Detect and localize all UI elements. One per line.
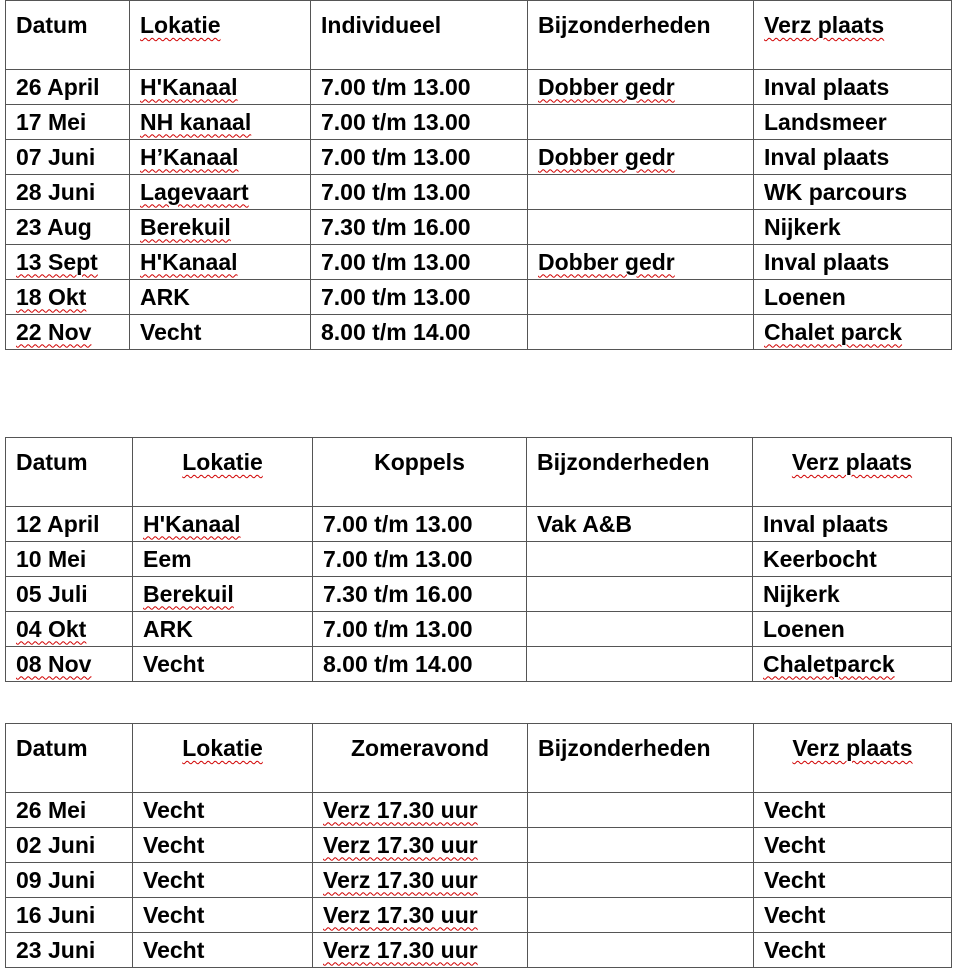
table-cell-text: Verz 17.30 uur: [323, 796, 478, 823]
table-cell-text: Loenen: [764, 283, 846, 310]
table-cell: [528, 175, 754, 210]
table-cell: [313, 507, 527, 542]
column-header: [311, 1, 528, 70]
column-header: [133, 438, 313, 507]
table-cell: [133, 647, 313, 682]
table-cell-text: Nijkerk: [764, 213, 841, 240]
table-cell-text: 07 Juni: [16, 143, 96, 170]
table-cell: [133, 828, 313, 863]
table-cell: [311, 210, 528, 245]
column-header: [130, 1, 311, 70]
table-cell: [311, 105, 528, 140]
table-cell: [754, 863, 952, 898]
column-header-text: Lokatie: [140, 12, 221, 38]
table-cell: [754, 280, 952, 315]
table-cell: [130, 315, 311, 350]
table-cell: [6, 70, 130, 105]
column-header: [754, 724, 952, 793]
table-cell: [311, 280, 528, 315]
table-cell: [6, 105, 130, 140]
table-cell-text: Dobber gedr: [538, 248, 675, 275]
table-cell: [754, 175, 952, 210]
table-cell-text: Verz 17.30 uur: [323, 831, 478, 858]
table-cell-text: H’Kanaal: [140, 143, 239, 170]
table-cell-text: Loenen: [763, 615, 845, 642]
table-cell: [6, 828, 133, 863]
table-row: [6, 863, 952, 898]
table-cell: [130, 280, 311, 315]
table-cell: [313, 542, 527, 577]
table-row: [6, 315, 952, 350]
table-cell-text: 10 Mei: [16, 545, 87, 572]
column-header-text: Koppels: [374, 449, 465, 475]
table-cell: [753, 647, 952, 682]
table-cell-text: Chaletparck: [763, 650, 895, 677]
table-cell: [130, 140, 311, 175]
header-row: [6, 724, 952, 793]
table-cell-text: 7.30 t/m 16.00: [323, 580, 473, 607]
table-cell: [754, 140, 952, 175]
table-cell: [133, 507, 313, 542]
column-header-text: Bijzonderheden: [537, 449, 710, 475]
table-cell: [528, 315, 754, 350]
table-cell: [528, 70, 754, 105]
table-cell-text: 28 Juni: [16, 178, 96, 205]
table-cell: [313, 577, 527, 612]
table-cell: [527, 647, 753, 682]
table-cell: [133, 577, 313, 612]
table-cell: [527, 612, 753, 647]
table-cell-text: 8.00 t/m 14.00: [321, 318, 471, 345]
table-cell-text: H'Kanaal: [140, 248, 238, 275]
table-cell: [130, 210, 311, 245]
column-header: [313, 438, 527, 507]
table-cell-text: Vecht: [143, 796, 205, 823]
table-cell-text: Vak A&B: [537, 510, 633, 537]
column-header-text: Verz plaats: [764, 12, 885, 38]
table-cell-text: Vecht: [140, 318, 202, 345]
column-header-text: Individueel: [321, 12, 442, 38]
table-cell: [528, 280, 754, 315]
column-header-text: Zomeravond: [350, 735, 490, 761]
table-row: [6, 577, 952, 612]
table-row: [6, 542, 952, 577]
table-cell: [130, 245, 311, 280]
table-cell-text: 17 Mei: [16, 108, 87, 135]
column-header: [133, 724, 313, 793]
column-header: [753, 438, 952, 507]
table-cell-text: 7.00 t/m 13.00: [323, 615, 473, 642]
table-cell: [133, 898, 313, 933]
table-cell-text: 12 April: [16, 510, 100, 537]
table-row: [6, 898, 952, 933]
column-header: [754, 1, 952, 70]
table-cell: [753, 577, 952, 612]
table-cell: [528, 863, 754, 898]
table-cell-text: 18 Okt: [16, 283, 87, 310]
table-cell: [753, 507, 952, 542]
column-header-text: Datum: [16, 12, 88, 38]
table-cell-text: 26 April: [16, 73, 100, 100]
table-cell: [6, 507, 133, 542]
table-cell-text: Landsmeer: [764, 108, 887, 135]
table-cell: [130, 70, 311, 105]
table-cell-text: 05 Juli: [16, 580, 88, 607]
table-cell: [754, 315, 952, 350]
table-cell-text: Dobber gedr: [538, 73, 675, 100]
table-cell: [528, 210, 754, 245]
table-cell: [527, 577, 753, 612]
table-cell: [133, 542, 313, 577]
table-cell: [6, 280, 130, 315]
table-cell: [311, 70, 528, 105]
table-cell-text: 23 Juni: [16, 936, 96, 963]
table-cell-text: Vecht: [764, 936, 826, 963]
column-header: [6, 1, 130, 70]
table-cell-text: Vecht: [143, 650, 205, 677]
table-cell: [6, 933, 133, 968]
table-cell: [311, 245, 528, 280]
column-header-text: Bijzonderheden: [538, 735, 711, 761]
table-cell: [753, 542, 952, 577]
table-row: [6, 70, 952, 105]
table-row: [6, 647, 952, 682]
column-header-text: Bijzonderheden: [538, 12, 711, 38]
table-cell: [527, 507, 753, 542]
table-cell-text: Lagevaart: [140, 178, 249, 205]
table-row: [6, 280, 952, 315]
table-cell-text: H'Kanaal: [140, 73, 238, 100]
table-cell: [754, 793, 952, 828]
table-cell-text: Keerbocht: [763, 545, 877, 572]
table-body: [6, 438, 952, 682]
header-row: [6, 438, 952, 507]
table-cell: [133, 863, 313, 898]
table-cell: [6, 542, 133, 577]
table-cell-text: Vecht: [764, 831, 826, 858]
table-cell-text: Vecht: [143, 901, 205, 928]
table-cell: [528, 828, 754, 863]
table-cell: [527, 542, 753, 577]
table-cell: [528, 105, 754, 140]
column-header-text: Verz plaats: [792, 735, 913, 761]
table-cell: [313, 828, 528, 863]
table-cell-text: 7.00 t/m 13.00: [323, 545, 473, 572]
table-row: [6, 612, 952, 647]
table-cell-text: 7.00 t/m 13.00: [321, 283, 471, 310]
column-header-text: Datum: [16, 449, 88, 475]
table-row: [6, 140, 952, 175]
table-cell-text: 8.00 t/m 14.00: [323, 650, 473, 677]
table-cell: [754, 105, 952, 140]
table-cell: [6, 863, 133, 898]
table-cell: [6, 898, 133, 933]
table-cell: [133, 933, 313, 968]
table-cell: [6, 577, 133, 612]
table-cell: [754, 70, 952, 105]
table-cell-text: 7.30 t/m 16.00: [321, 213, 471, 240]
column-header: [313, 724, 528, 793]
table-cell: [754, 210, 952, 245]
table-cell-text: 7.00 t/m 13.00: [323, 510, 473, 537]
table-cell-text: 08 Nov: [16, 650, 92, 677]
table-cell-text: Chalet parck: [764, 318, 903, 345]
table-cell-text: ARK: [140, 283, 190, 310]
table-cell-text: Inval plaats: [763, 510, 889, 537]
table-cell-text: 23 Aug: [16, 213, 92, 240]
table-cell-text: Berekuil: [140, 213, 231, 240]
column-header-text: Lokatie: [182, 735, 263, 761]
table-cell: [6, 315, 130, 350]
table-cell-text: Eem: [143, 545, 192, 572]
table-cell: [311, 315, 528, 350]
table-cell-text: H'Kanaal: [143, 510, 241, 537]
column-header: [6, 438, 133, 507]
table-cell: [6, 140, 130, 175]
table-cell: [6, 612, 133, 647]
column-header-text: Lokatie: [182, 449, 263, 475]
table-cell: [130, 175, 311, 210]
table-cell-text: 04 Okt: [16, 615, 87, 642]
table-row: [6, 828, 952, 863]
table-row: [6, 507, 952, 542]
table-row: [6, 793, 952, 828]
column-header: [6, 724, 133, 793]
table-cell: [311, 140, 528, 175]
table-cell: [130, 105, 311, 140]
table-row: [6, 245, 952, 280]
table-cell: [754, 828, 952, 863]
table-cell-text: 7.00 t/m 13.00: [321, 178, 471, 205]
table-cell-text: 7.00 t/m 13.00: [321, 73, 471, 100]
table-cell: [753, 612, 952, 647]
table-cell: [754, 245, 952, 280]
table-cell-text: Verz 17.30 uur: [323, 901, 478, 928]
table-cell: [313, 933, 528, 968]
column-header-text: Datum: [16, 735, 88, 761]
table-cell-text: Vecht: [143, 936, 205, 963]
header-row: [6, 1, 952, 70]
table-cell: [6, 647, 133, 682]
table-cell-text: Inval plaats: [764, 73, 890, 100]
table-row: [6, 105, 952, 140]
table-cell: [313, 647, 527, 682]
table-cell: [313, 863, 528, 898]
column-header: [527, 438, 753, 507]
table-cell-text: Vecht: [143, 831, 205, 858]
table-cell: [528, 933, 754, 968]
table-cell-text: 7.00 t/m 13.00: [321, 143, 471, 170]
column-header: [528, 724, 754, 793]
column-header-text: Verz plaats: [791, 449, 913, 475]
table-cell-text: Verz 17.30 uur: [323, 936, 478, 963]
table-cell: [754, 933, 952, 968]
table-body: [6, 724, 952, 968]
table-row: [6, 175, 952, 210]
table-cell-text: 09 Juni: [16, 866, 96, 893]
schedule-table-koppels: [5, 437, 952, 682]
table-cell: [313, 898, 528, 933]
schedule-table-individueel: [5, 0, 952, 350]
table-cell-text: Inval plaats: [764, 248, 890, 275]
table-cell: [313, 793, 528, 828]
table-cell: [313, 612, 527, 647]
table-cell-text: 13 Sept: [16, 248, 98, 275]
table-cell: [754, 898, 952, 933]
table-cell: [133, 612, 313, 647]
table-row: [6, 210, 952, 245]
table-cell: [6, 210, 130, 245]
schedule-table-zomeravond: [5, 723, 952, 968]
table-cell-text: Vecht: [764, 796, 826, 823]
table-cell: [528, 245, 754, 280]
table-cell: [528, 898, 754, 933]
table-cell-text: Vecht: [764, 901, 826, 928]
table-cell: [311, 175, 528, 210]
table-cell-text: 02 Juni: [16, 831, 96, 858]
table-cell-text: Inval plaats: [764, 143, 890, 170]
table-cell: [133, 793, 313, 828]
table-row: [6, 933, 952, 968]
table-cell-text: Dobber gedr: [538, 143, 675, 170]
table-cell-text: Berekuil: [143, 580, 234, 607]
table-cell-text: Nijkerk: [763, 580, 840, 607]
table-cell-text: 7.00 t/m 13.00: [321, 108, 471, 135]
table-cell-text: Verz 17.30 uur: [323, 866, 478, 893]
table-cell: [528, 793, 754, 828]
table-cell-text: ARK: [143, 615, 193, 642]
table-body: [6, 1, 952, 350]
table-cell-text: Vecht: [143, 866, 205, 893]
table-cell: [6, 793, 133, 828]
table-cell: [6, 245, 130, 280]
table-cell-text: 16 Juni: [16, 901, 96, 928]
table-cell: [528, 140, 754, 175]
column-header: [528, 1, 754, 70]
table-cell-text: 22 Nov: [16, 318, 92, 345]
table-cell-text: 7.00 t/m 13.00: [321, 248, 471, 275]
table-cell-text: Vecht: [764, 866, 826, 893]
table-cell-text: NH kanaal: [140, 108, 252, 135]
table-cell-text: WK parcours: [764, 178, 908, 205]
table-cell-text: 26 Mei: [16, 796, 87, 823]
table-cell: [6, 175, 130, 210]
